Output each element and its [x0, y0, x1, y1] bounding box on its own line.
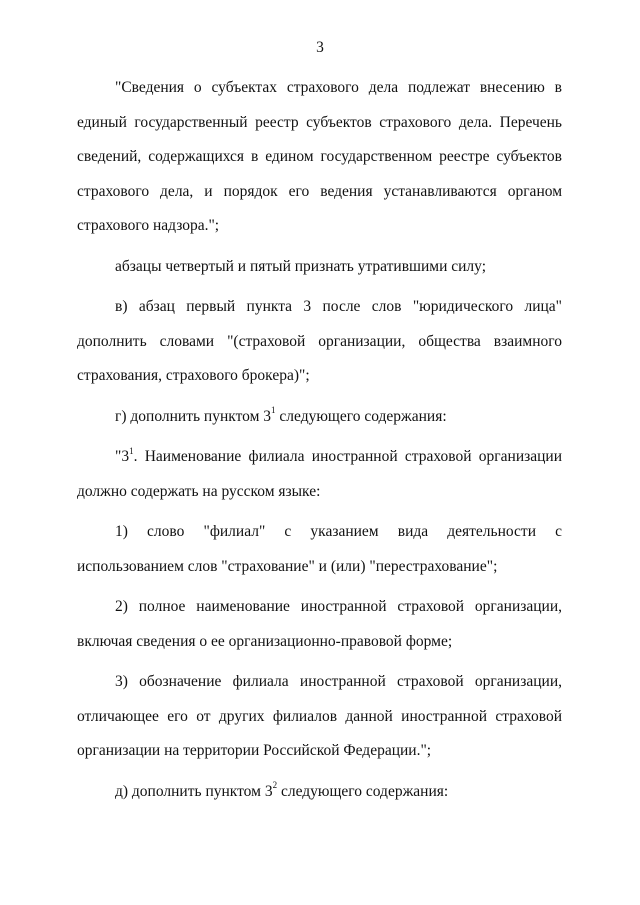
superscript-1: 1	[271, 405, 276, 416]
paragraph-registry-info: "Сведения о субъектах страхового дела подлежат внесению в единый государственный реестр субъектов страхового дела. Перечень сведений, содержащихся в едином государственном реестре субъектов страхового дела, и порядок его ведения устанавливаются органом страхового надзора.";	[77, 79, 562, 234]
paragraph-item-g-before: г) дополнить пунктом 3	[115, 407, 272, 425]
paragraph-subitem-1: 1) слово "филиал" с указанием вида деятельности с использованием слов "страхование" и (или) "перестрахование";	[77, 523, 562, 575]
paragraph-item-g	[77, 400, 562, 435]
page-number: 3	[316, 39, 324, 56]
paragraph-branch-name-after: . Наименование филиала иностранной страховой организации должно содержать на русском языке:	[77, 448, 562, 500]
paragraph-item-v: в) абзац первый пункта 3 после слов "юридического лица" дополнить словами "(страховой организации, общества взаимного страхования, страхового брокера)";	[77, 298, 562, 384]
superscript-1: 1	[129, 445, 134, 456]
paragraph-branch-name	[77, 440, 562, 509]
superscript-2: 2	[272, 780, 278, 791]
paragraph-item-g-after: следующего содержания:	[275, 407, 447, 425]
paragraph-subitem-2: 2) полное наименование иностранной страховой организации, включая сведения о ее организационно-правовой форме;	[77, 598, 562, 650]
paragraph-abzatsy-invalid: абзацы четвертый и пятый признать утратившими силу;	[115, 257, 487, 275]
paragraph-branch-name-before: "3	[115, 448, 130, 465]
paragraph-item-d-after: следующего содержания:	[277, 782, 449, 800]
document-body	[77, 71, 562, 809]
paragraph-item-d	[77, 775, 562, 810]
paragraph-item-d-before: д) дополнить пунктом 3	[115, 782, 273, 800]
paragraph-subitem-3: 3) обозначение филиала иностранной страховой организации, отличающее его от других филиалов данной иностранной страховой организации на территории Российской Федерации.";	[77, 673, 562, 759]
